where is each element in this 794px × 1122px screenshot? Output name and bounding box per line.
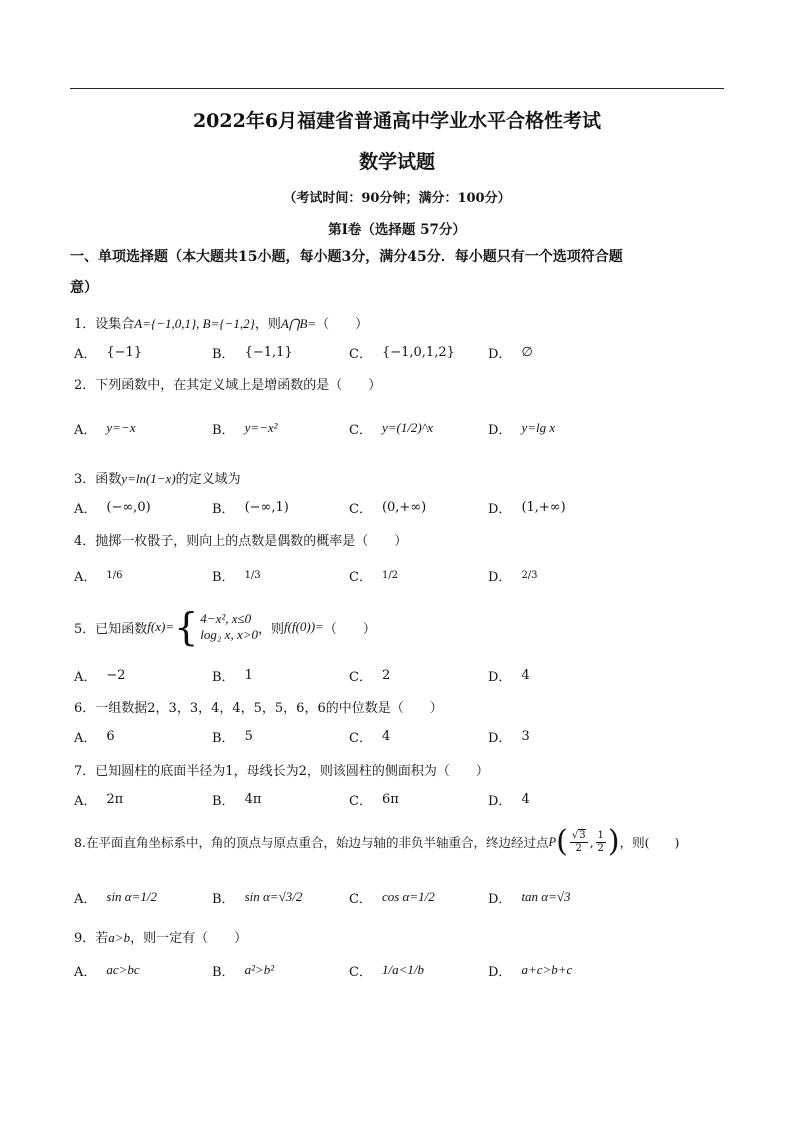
option-label: B． bbox=[212, 669, 235, 685]
option-label: B． bbox=[212, 346, 235, 362]
option-text: cos α=1/2 bbox=[381, 889, 435, 904]
left-paren-symbol: ( bbox=[556, 824, 568, 859]
option-c bbox=[349, 882, 435, 912]
option-text: y=lg x bbox=[521, 420, 556, 435]
option-text: {−1,1} bbox=[244, 344, 293, 360]
option-label: C． bbox=[349, 793, 372, 809]
option-text: ac>bc bbox=[106, 962, 140, 977]
option-text: 1/2 bbox=[381, 569, 399, 581]
option-text: a+c>b+c bbox=[521, 962, 573, 977]
question-math: f(f(0))= bbox=[284, 619, 324, 634]
question-1 bbox=[74, 313, 368, 332]
option-text: 4π bbox=[244, 791, 262, 807]
question-6 bbox=[74, 697, 443, 716]
question-8-options bbox=[74, 882, 634, 912]
option-text: 2 bbox=[381, 667, 391, 683]
question-text: 一组数据2，3，3，4，4，5，5，6，6的中位数是（ ） bbox=[95, 701, 443, 716]
option-a bbox=[74, 784, 123, 814]
option-label: C． bbox=[349, 346, 372, 362]
option-b bbox=[212, 882, 302, 912]
option-c bbox=[349, 337, 455, 367]
exam-info: （考试时间：90分钟；满分：100分） bbox=[283, 191, 511, 206]
option-c bbox=[349, 560, 398, 590]
option-c bbox=[349, 955, 424, 985]
option-a bbox=[74, 955, 140, 985]
option-label: C． bbox=[349, 501, 372, 517]
option-text: y=(1/2)^x bbox=[381, 420, 434, 435]
case-line-1: 4−x², x≤0 bbox=[200, 610, 252, 626]
option-c bbox=[349, 721, 390, 751]
point-y-fraction: $\frac{1}{2}$ bbox=[597, 829, 604, 854]
section-heading-line1: 一、单项选择题（本大题共15小题，每小题3分，满分45分．每小题只有一个选项符合题 bbox=[70, 249, 623, 265]
option-text: 6 bbox=[106, 728, 115, 744]
exam-subject: 数学试题 bbox=[358, 151, 435, 173]
question-text: 抛掷一枚骰子，则向上的点数是偶数的概率是（ ） bbox=[95, 534, 408, 549]
option-a bbox=[74, 882, 157, 912]
option-text: 1/6 bbox=[106, 569, 123, 581]
option-a bbox=[74, 492, 151, 522]
option-a bbox=[74, 413, 135, 443]
option-text: sin α=√3/2 bbox=[244, 889, 303, 904]
part-heading: 第Ⅰ卷（选择题 57分） bbox=[328, 222, 466, 238]
option-text: 1/3 bbox=[244, 569, 261, 581]
question-text: ，则( ) bbox=[619, 835, 680, 850]
option-label: A． bbox=[74, 669, 97, 685]
question-text: 已知函数 bbox=[95, 621, 148, 637]
option-label: D． bbox=[488, 793, 512, 809]
question-6-options bbox=[74, 721, 634, 751]
question-text: 若 bbox=[95, 931, 109, 946]
question-number: 6． bbox=[74, 701, 96, 716]
option-text: y=−x² bbox=[244, 420, 278, 435]
option-text: {−1,0,1,2} bbox=[381, 344, 455, 360]
question-text: （ ） bbox=[323, 621, 376, 637]
option-text: 4 bbox=[521, 791, 530, 807]
option-b bbox=[212, 721, 253, 751]
question-7 bbox=[74, 760, 489, 779]
option-label: C． bbox=[349, 730, 372, 746]
case-line-2: log₂ x, x>0 bbox=[200, 627, 258, 642]
question-math: A={−1,0,1}, B={−1,2} bbox=[134, 316, 255, 331]
question-number: 4． bbox=[74, 534, 96, 549]
option-label: D． bbox=[488, 501, 512, 517]
header-rule bbox=[70, 88, 724, 89]
option-label: B． bbox=[212, 891, 235, 907]
option-text: −2 bbox=[106, 667, 126, 683]
question-number: 1． bbox=[74, 317, 96, 332]
question-5 bbox=[74, 605, 376, 649]
option-label: A． bbox=[74, 422, 97, 438]
option-label: D． bbox=[488, 569, 512, 585]
brace-symbol: { bbox=[174, 605, 199, 649]
question-text: ，则该圆柱的侧面积为（ ） bbox=[306, 764, 489, 779]
question-text: ，母线长为 bbox=[233, 764, 299, 779]
section-heading-line2: 意） bbox=[70, 280, 98, 296]
question-number: 2． bbox=[74, 378, 96, 393]
question-math: f(x)= bbox=[147, 619, 175, 634]
option-text: (−∞,0) bbox=[106, 499, 151, 515]
option-label: A． bbox=[74, 569, 97, 585]
option-b bbox=[212, 337, 293, 367]
option-label: A． bbox=[74, 501, 97, 517]
option-label: B． bbox=[212, 422, 235, 438]
question-math: A⋂B= bbox=[280, 316, 317, 331]
question-text: ，则 bbox=[254, 317, 281, 332]
option-a bbox=[74, 660, 126, 690]
option-text: tan α=√3 bbox=[521, 889, 571, 904]
question-number: 3． bbox=[74, 472, 96, 487]
question-number: 5． bbox=[74, 621, 96, 637]
option-c bbox=[349, 413, 433, 443]
question-text: 已知圆柱的底面半径为 bbox=[95, 764, 226, 779]
piecewise-cases bbox=[200, 611, 258, 644]
option-d bbox=[488, 721, 530, 751]
question-2 bbox=[74, 374, 381, 393]
option-label: B． bbox=[212, 730, 235, 746]
option-label: D． bbox=[488, 669, 512, 685]
option-label: C． bbox=[349, 422, 372, 438]
question-math: a>b bbox=[108, 930, 131, 945]
option-label: C． bbox=[349, 891, 372, 907]
question-number: 9． bbox=[74, 931, 96, 946]
question-text: （ ） bbox=[316, 317, 369, 332]
option-b bbox=[212, 660, 253, 690]
question-1-options bbox=[74, 337, 634, 367]
option-a bbox=[74, 560, 122, 590]
option-text: 6π bbox=[381, 791, 399, 807]
option-label: D． bbox=[488, 346, 512, 362]
option-text: 5 bbox=[244, 728, 253, 744]
option-label: D． bbox=[488, 422, 512, 438]
option-label: C． bbox=[349, 669, 372, 685]
option-text: 2π bbox=[106, 791, 124, 807]
option-label: A． bbox=[74, 891, 97, 907]
question-9-options bbox=[74, 955, 634, 985]
option-text: sin α=1/2 bbox=[106, 889, 158, 904]
option-text: 2/3 bbox=[521, 569, 538, 581]
option-c bbox=[349, 492, 426, 522]
option-label: D． bbox=[488, 891, 512, 907]
option-label: A． bbox=[74, 964, 97, 980]
option-label: B． bbox=[212, 964, 235, 980]
option-text: (1,+∞) bbox=[521, 499, 566, 515]
question-9 bbox=[74, 927, 247, 946]
question-text: 函数 bbox=[95, 472, 122, 487]
question-value: 2 bbox=[298, 764, 307, 779]
right-paren-symbol: ) bbox=[607, 824, 620, 859]
option-text: ∅ bbox=[521, 344, 533, 360]
option-a bbox=[74, 337, 142, 367]
option-text: 3 bbox=[521, 728, 530, 744]
option-label: B． bbox=[212, 569, 235, 585]
question-math: P bbox=[548, 834, 557, 849]
option-text: {−1} bbox=[106, 344, 143, 360]
option-label: C． bbox=[349, 569, 372, 585]
question-text: 设集合 bbox=[95, 317, 135, 332]
option-b bbox=[212, 560, 261, 590]
option-d bbox=[488, 492, 566, 522]
question-7-options bbox=[74, 784, 634, 814]
option-label: A． bbox=[74, 730, 97, 746]
option-label: B． bbox=[212, 793, 235, 809]
option-d bbox=[488, 413, 555, 443]
option-d bbox=[488, 560, 538, 590]
option-text: (0,+∞) bbox=[381, 499, 427, 515]
option-label: C． bbox=[349, 964, 372, 980]
option-label: B． bbox=[212, 501, 235, 517]
question-text: 在平面直角坐标系中，角的顶点与原点重合，始边与轴的非负半轴重合，终边经过点 bbox=[85, 835, 549, 850]
option-b bbox=[212, 955, 274, 985]
option-text: 1 bbox=[244, 667, 253, 683]
question-text: 下列函数中，在其定义域上是增函数的是（ ） bbox=[95, 378, 382, 393]
option-d bbox=[488, 784, 530, 814]
question-number: 8. bbox=[74, 834, 86, 850]
option-a bbox=[74, 721, 115, 751]
question-math: y=ln(1−x) bbox=[121, 471, 176, 486]
option-label: A． bbox=[74, 793, 97, 809]
option-label: D． bbox=[488, 964, 512, 980]
option-label: A． bbox=[74, 346, 97, 362]
option-c bbox=[349, 660, 390, 690]
option-text: (−∞,1) bbox=[244, 499, 289, 515]
question-text: 的定义域为 bbox=[175, 472, 241, 487]
question-8: 8. 在平面直角坐标系中，角的顶点与原点重合，始边与轴的非负半轴重合，终边经过点 P ( $\frac{√3}{2}$ , $\frac{1}{2}$ ) ，则( ) bbox=[74, 824, 680, 859]
option-text: 1/a<1/b bbox=[381, 962, 424, 977]
option-d bbox=[488, 882, 571, 912]
option-text: 4 bbox=[521, 667, 530, 683]
question-number: 7． bbox=[74, 764, 96, 779]
option-b bbox=[212, 492, 289, 522]
option-label: D． bbox=[488, 730, 512, 746]
question-3 bbox=[74, 468, 241, 487]
question-5-options bbox=[74, 660, 634, 690]
option-text: 4 bbox=[381, 728, 391, 744]
question-text: ，则 bbox=[258, 621, 285, 637]
question-text: ，则一定有（ ） bbox=[130, 931, 248, 946]
option-text: y=−x bbox=[106, 420, 136, 435]
point-x-fraction: $\frac{√3}{2}$ bbox=[571, 829, 586, 854]
option-c bbox=[349, 784, 399, 814]
question-value: 1 bbox=[225, 764, 234, 779]
section-heading bbox=[70, 242, 730, 304]
exam-title: 2022年6月福建省普通高中学业水平合格性考试 bbox=[192, 110, 602, 132]
question-4 bbox=[74, 530, 407, 549]
question-2-options bbox=[74, 413, 634, 443]
question-4-options bbox=[74, 560, 634, 590]
option-b bbox=[212, 413, 278, 443]
option-d bbox=[488, 660, 530, 690]
option-d bbox=[488, 337, 533, 367]
option-text: a²>b² bbox=[244, 962, 275, 977]
question-3-options bbox=[74, 492, 634, 522]
option-b bbox=[212, 784, 261, 814]
option-d bbox=[488, 955, 572, 985]
